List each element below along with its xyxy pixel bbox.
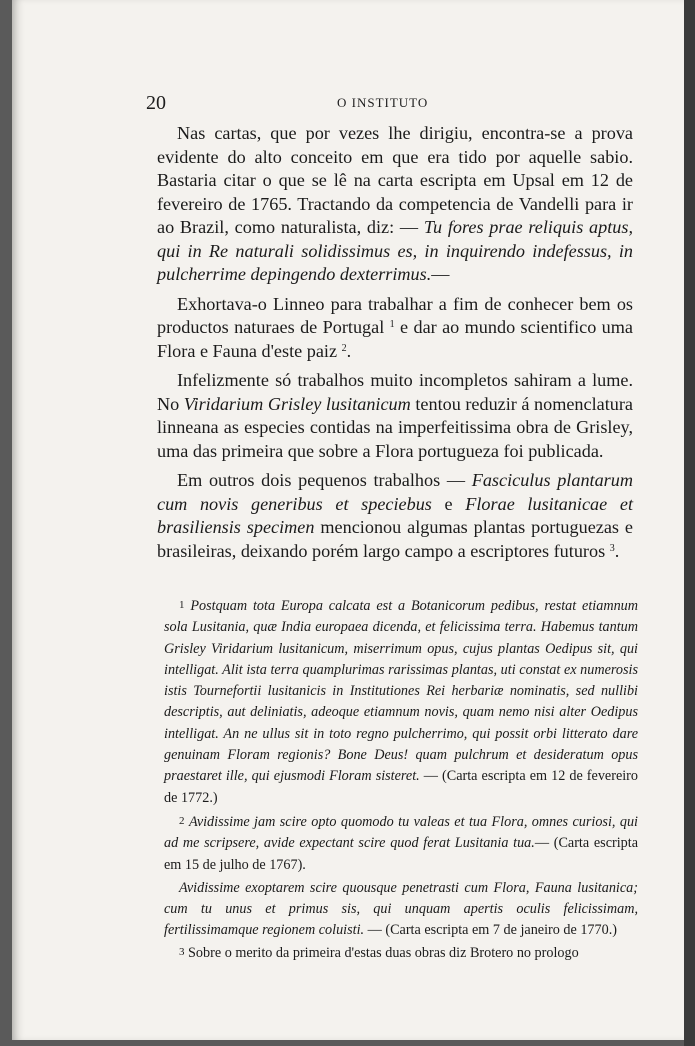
footnote-marker: 3 [179,945,185,958]
text: — [431,264,450,284]
text: Infelizmente só trabalhos muito incompletos sahiram a lume. No [157,370,633,414]
latin-quote: Tu fores prae reliquis aptus, qui in Re naturali solidissimus es, in inquirendo indefessus, in pulcherrime depingendo dexterrimus. [157,217,634,284]
footnotes [164,596,638,964]
paragraph [157,469,633,563]
footnote [164,812,638,876]
book-title: Fasciculus plantarum cum novis generibus et speciebus [157,470,633,514]
text: e dar ao mundo scientifico uma Flora e Fauna d'este paiz [157,317,633,361]
book-title: Florae lusitanicae et brasiliensis specimen [157,493,634,537]
footnote-quote: Avidissime jam scire opto quomodo tu valeas et tua Flora, omnes curiosi, qui ad me scripsere, avide expectant scire quod ferat Lusitania tua. [164,813,638,852]
footnote [164,943,638,964]
footnote-text: Sobre o merito da primeira d'estas duas obras diz Brotero no prologo [184,944,579,961]
running-title: O INSTITUTO [337,95,429,110]
text: . [346,340,352,361]
text: Em outros dois pequenos trabalhos — [177,470,472,490]
footnote-ref: 1 [389,319,395,330]
footnote-marker: 2 [179,814,185,827]
page-number: 20 [146,92,166,114]
footnote-source: — (Carta escripta em 15 de julho de 1767). [164,835,638,873]
book-title: Viridarium Grisley lusitanicum [183,393,411,414]
text: Exhortava-o Linneo para trabalhar a fim de conhecer bem os productos naturaes de Portugal [157,293,633,337]
main-text [157,122,633,563]
text: . [614,540,620,561]
paragraph [157,122,633,287]
footnote-quote: Postquam tota Europa calcata est a Botanicorum pedibus, restat etiamnum sola Lusitania, quæ India europaea dicenda, et felicissima terra. Habemus tantum Grisley Viridarium lusitanicum, miserrimum opus, cujus plantas Oedipus sit, qui intelligat. Alit ista terra quamplurimas rarissimas plantas, uti constat ex numerosis istis Tournefortii lusitanicis in Institutiones Rei herbariæ nominatis, sed nullibi descriptis, aut deliniatis, adeoque etiamnum novis, quam nemo nisi alter Oedipus intelligat. An ne ullus sit in toto regno pulcherrimo, qui possit orbi litterato dare genuinam Floram regionis? Bone Deus! quam pulchrum et desideratum opus praestaret ille, qui ejusmodi Floram sisteret. [164,598,639,785]
text: Nas cartas, que por vezes lhe dirigiu, encontra-se a prova evidente do alto conceito em que era tido por aquelle sabio. Bastaria citar o que se lê na carta escripta em Upsal em 12 de fevereiro de 1765. Tractando da competencia de Vandelli para ir ao Brazil, como naturalista, diz: — [157,123,633,237]
paragraph [157,293,633,364]
text: e [431,493,466,514]
page-edge [684,0,695,1046]
footnote-quote: Avidissime exoptarem scire quousque penetrasti cum Flora, Fauna lusitanica; cum tu unus et primus sis, qui unquam apertis oculis felicissimam, fertilissimamque regionem coluisti. [164,879,638,939]
paragraph [157,369,633,463]
footnote-source: — (Carta escripta em 7 de janeiro de 1770.) [364,922,617,939]
footnote-source: — (Carta escripta em 12 de fevereiro de 1772.) [164,768,638,806]
text: tentou reduzir á nomenclatura linneana as especies contidas na imperfeitissima obra de Grisley, uma das primeira que sobre a Flora portugueza foi publicada. [157,393,633,461]
book-page [12,0,684,1040]
footnote-marker: 1 [179,599,185,611]
footnote-ref: 3 [609,542,615,554]
footnote [164,596,638,809]
text: mencionou algumas plantas portuguezas e brasileiras, deixando porém largo campo a escriptores futuros [157,517,633,561]
footnote-continuation [164,878,638,942]
running-header [12,92,684,116]
footnote-ref: 2 [341,342,347,354]
